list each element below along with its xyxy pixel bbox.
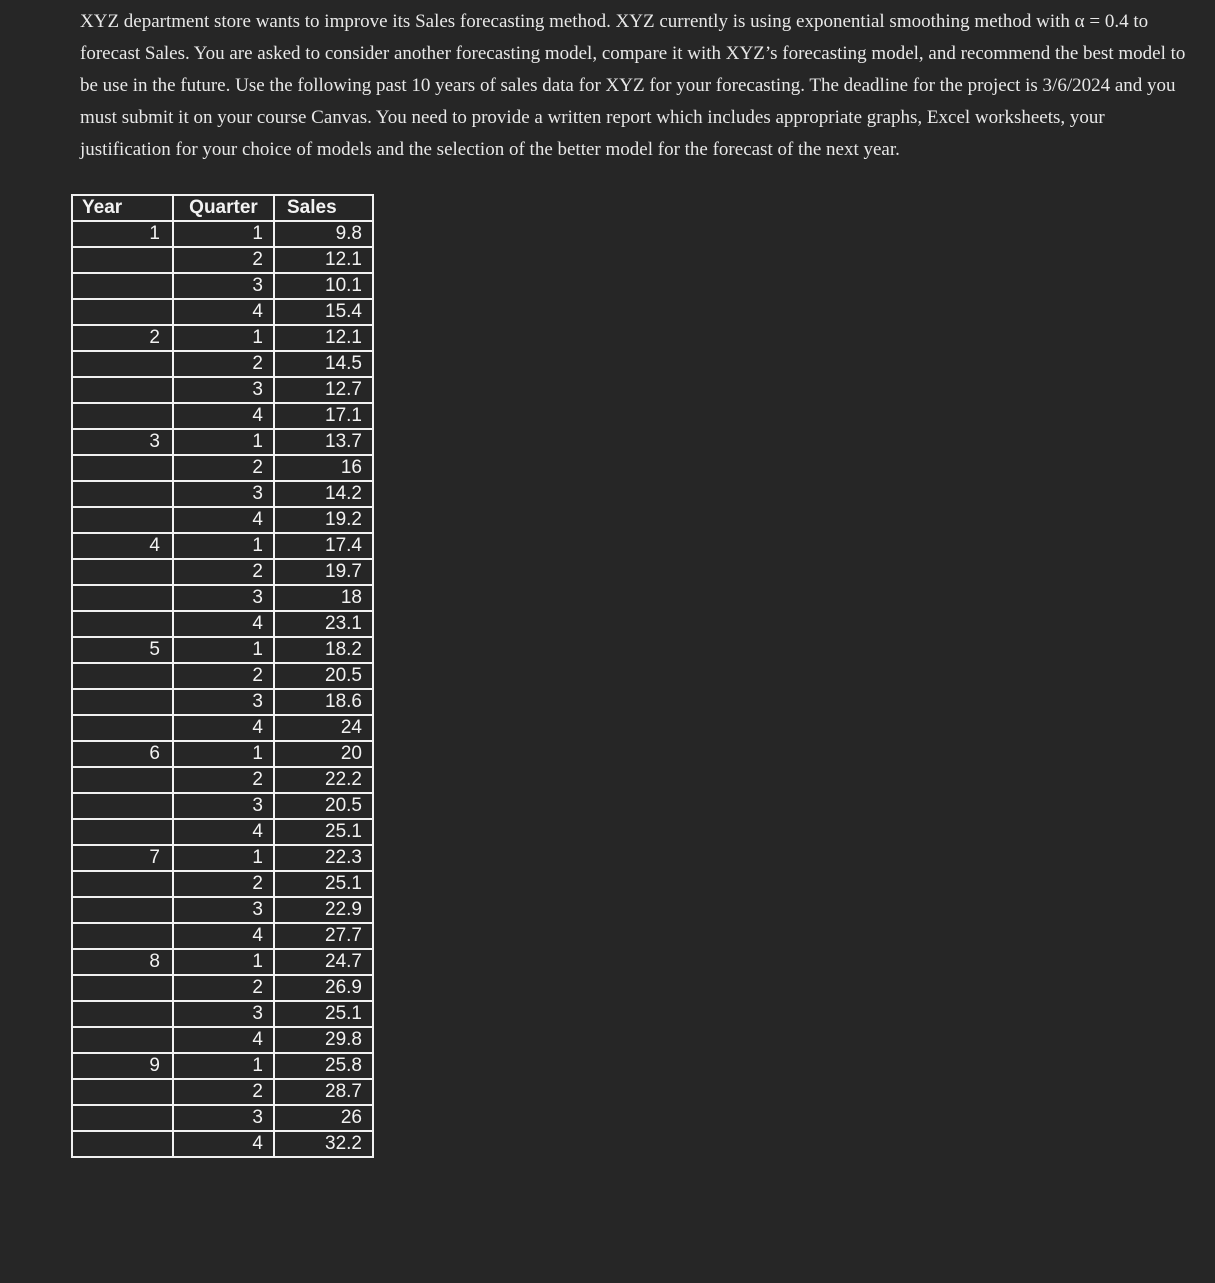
cell-quarter: 3 xyxy=(173,481,274,507)
cell-year: 8 xyxy=(72,949,173,975)
cell-year xyxy=(72,611,173,637)
table-row xyxy=(72,923,373,949)
cell-quarter: 3 xyxy=(173,585,274,611)
cell-year: 3 xyxy=(72,429,173,455)
cell-quarter: 1 xyxy=(173,949,274,975)
cell-sales: 25.8 xyxy=(274,1053,373,1079)
problem-statement xyxy=(80,6,1200,166)
table-row xyxy=(72,1131,373,1157)
cell-quarter: 3 xyxy=(173,793,274,819)
cell-sales: 12.1 xyxy=(274,325,373,351)
cell-sales: 20 xyxy=(274,741,373,767)
table-row xyxy=(72,845,373,871)
cell-sales: 25.1 xyxy=(274,871,373,897)
cell-year xyxy=(72,1001,173,1027)
cell-sales: 27.7 xyxy=(274,923,373,949)
table-row xyxy=(72,741,373,767)
table-row xyxy=(72,351,373,377)
cell-quarter: 4 xyxy=(173,819,274,845)
cell-quarter: 3 xyxy=(173,1001,274,1027)
table-row xyxy=(72,533,373,559)
cell-quarter: 4 xyxy=(173,611,274,637)
table-row xyxy=(72,1027,373,1053)
table-row xyxy=(72,975,373,1001)
header-sales: Sales xyxy=(274,195,373,221)
header-year: Year xyxy=(72,195,173,221)
cell-year xyxy=(72,507,173,533)
table-row xyxy=(72,1079,373,1105)
cell-sales: 26 xyxy=(274,1105,373,1131)
cell-year xyxy=(72,377,173,403)
cell-year xyxy=(72,351,173,377)
cell-year xyxy=(72,897,173,923)
cell-sales: 19.2 xyxy=(274,507,373,533)
cell-year xyxy=(72,481,173,507)
table-row xyxy=(72,715,373,741)
cell-year: 9 xyxy=(72,1053,173,1079)
cell-year xyxy=(72,663,173,689)
problem-paragraph: XYZ department store wants to improve its Sales forecasting method. XYZ currently is using exponential smoothing method with α = 0.4 to forecast Sales. You are asked to consider another forecasting model, compare it with XYZ’s forecasting model, and recommend the best model to be use in the future. Use the following past 10 years of sales data for XYZ for your forecasting. The deadline for the project is 3/6/2024 and you must submit it on your course Canvas. You need to provide a written report which includes appropriate graphs, Excel worksheets, your justification for your choice of models and the selection of the better model for the forecast of the next year. xyxy=(80,11,1186,160)
cell-year: 1 xyxy=(72,221,173,247)
cell-sales: 14.2 xyxy=(274,481,373,507)
cell-year: 5 xyxy=(72,637,173,663)
cell-quarter: 3 xyxy=(173,377,274,403)
cell-sales: 32.2 xyxy=(274,1131,373,1157)
cell-quarter: 2 xyxy=(173,975,274,1001)
cell-year xyxy=(72,273,173,299)
cell-quarter: 2 xyxy=(173,767,274,793)
cell-quarter: 2 xyxy=(173,663,274,689)
cell-year xyxy=(72,1131,173,1157)
table-row xyxy=(72,299,373,325)
cell-sales: 18.6 xyxy=(274,689,373,715)
cell-quarter: 2 xyxy=(173,351,274,377)
table-row xyxy=(72,403,373,429)
cell-quarter: 3 xyxy=(173,1105,274,1131)
table-row xyxy=(72,481,373,507)
cell-quarter: 3 xyxy=(173,689,274,715)
cell-quarter: 2 xyxy=(173,455,274,481)
cell-quarter: 2 xyxy=(173,247,274,273)
cell-year xyxy=(72,871,173,897)
cell-sales: 10.1 xyxy=(274,273,373,299)
cell-year xyxy=(72,923,173,949)
cell-quarter: 4 xyxy=(173,715,274,741)
cell-sales: 19.7 xyxy=(274,559,373,585)
table-row xyxy=(72,767,373,793)
cell-sales: 29.8 xyxy=(274,1027,373,1053)
cell-quarter: 4 xyxy=(173,403,274,429)
table-row xyxy=(72,559,373,585)
cell-quarter: 1 xyxy=(173,429,274,455)
table-row xyxy=(72,793,373,819)
table-row xyxy=(72,897,373,923)
cell-year xyxy=(72,247,173,273)
cell-year: 4 xyxy=(72,533,173,559)
table-row xyxy=(72,819,373,845)
cell-sales: 14.5 xyxy=(274,351,373,377)
cell-year xyxy=(72,975,173,1001)
cell-quarter: 2 xyxy=(173,559,274,585)
cell-quarter: 4 xyxy=(173,299,274,325)
cell-sales: 22.2 xyxy=(274,767,373,793)
cell-year xyxy=(72,715,173,741)
sales-data-table xyxy=(71,194,374,1158)
cell-sales: 25.1 xyxy=(274,1001,373,1027)
table-row xyxy=(72,611,373,637)
cell-quarter: 4 xyxy=(173,1131,274,1157)
table-row xyxy=(72,377,373,403)
header-quarter: Quarter xyxy=(173,195,274,221)
cell-sales: 16 xyxy=(274,455,373,481)
table-row xyxy=(72,1001,373,1027)
cell-quarter: 1 xyxy=(173,845,274,871)
cell-year xyxy=(72,299,173,325)
cell-quarter: 4 xyxy=(173,923,274,949)
cell-sales: 24.7 xyxy=(274,949,373,975)
cell-quarter: 1 xyxy=(173,325,274,351)
cell-sales: 22.3 xyxy=(274,845,373,871)
cell-quarter: 4 xyxy=(173,507,274,533)
cell-quarter: 1 xyxy=(173,221,274,247)
table-row xyxy=(72,585,373,611)
cell-sales: 23.1 xyxy=(274,611,373,637)
table-row xyxy=(72,455,373,481)
table-row xyxy=(72,1053,373,1079)
table-row xyxy=(72,221,373,247)
cell-quarter: 1 xyxy=(173,533,274,559)
cell-sales: 18 xyxy=(274,585,373,611)
cell-quarter: 3 xyxy=(173,273,274,299)
cell-sales: 28.7 xyxy=(274,1079,373,1105)
cell-year xyxy=(72,1027,173,1053)
cell-sales: 12.7 xyxy=(274,377,373,403)
cell-sales: 17.4 xyxy=(274,533,373,559)
cell-sales: 13.7 xyxy=(274,429,373,455)
table-row xyxy=(72,689,373,715)
cell-sales: 18.2 xyxy=(274,637,373,663)
cell-quarter: 4 xyxy=(173,1027,274,1053)
cell-year xyxy=(72,1079,173,1105)
cell-year xyxy=(72,793,173,819)
table-header-row xyxy=(72,195,373,221)
table-row xyxy=(72,247,373,273)
table-row xyxy=(72,429,373,455)
cell-sales: 24 xyxy=(274,715,373,741)
cell-year: 6 xyxy=(72,741,173,767)
cell-sales: 12.1 xyxy=(274,247,373,273)
table-row xyxy=(72,949,373,975)
table-row xyxy=(72,663,373,689)
cell-year xyxy=(72,585,173,611)
cell-year xyxy=(72,455,173,481)
cell-year xyxy=(72,767,173,793)
cell-sales: 20.5 xyxy=(274,793,373,819)
table-row xyxy=(72,637,373,663)
table-row xyxy=(72,325,373,351)
cell-sales: 9.8 xyxy=(274,221,373,247)
cell-sales: 20.5 xyxy=(274,663,373,689)
cell-quarter: 3 xyxy=(173,897,274,923)
table-row xyxy=(72,1105,373,1131)
cell-year xyxy=(72,403,173,429)
cell-quarter: 2 xyxy=(173,871,274,897)
cell-sales: 25.1 xyxy=(274,819,373,845)
cell-year xyxy=(72,689,173,715)
cell-quarter: 1 xyxy=(173,1053,274,1079)
cell-sales: 26.9 xyxy=(274,975,373,1001)
cell-year xyxy=(72,559,173,585)
table-row xyxy=(72,507,373,533)
cell-sales: 17.1 xyxy=(274,403,373,429)
cell-sales: 22.9 xyxy=(274,897,373,923)
cell-quarter: 2 xyxy=(173,1079,274,1105)
table-body xyxy=(72,221,373,1157)
cell-quarter: 1 xyxy=(173,637,274,663)
cell-year: 2 xyxy=(72,325,173,351)
cell-sales: 15.4 xyxy=(274,299,373,325)
table-row xyxy=(72,871,373,897)
cell-year xyxy=(72,819,173,845)
cell-year: 7 xyxy=(72,845,173,871)
cell-quarter: 1 xyxy=(173,741,274,767)
table-row xyxy=(72,273,373,299)
cell-year xyxy=(72,1105,173,1131)
